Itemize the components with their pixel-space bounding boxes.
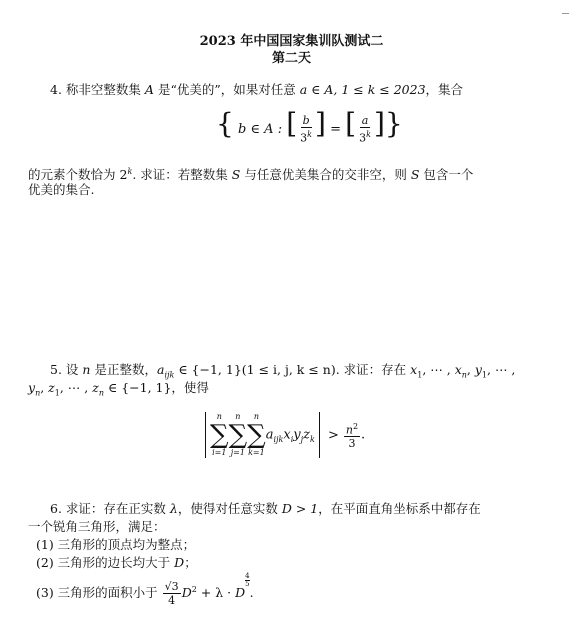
right-floor: ] bbox=[373, 107, 385, 140]
greater-than: > bbox=[327, 427, 339, 443]
problem-number: 5. bbox=[50, 362, 62, 377]
exam-title bbox=[0, 33, 583, 67]
math-sub: ijk bbox=[164, 370, 175, 380]
text: ，集合 bbox=[425, 82, 464, 97]
sum-k: n ∑ k=1 bbox=[247, 412, 266, 457]
text: (1) 三角形的顶点均为整点； bbox=[36, 537, 196, 552]
page-title: 2023 年中国国家集训队测试二 bbox=[199, 34, 384, 49]
num-exp: 2 bbox=[352, 421, 359, 431]
equals: = bbox=[330, 122, 342, 137]
sum-lower: j=1 bbox=[230, 448, 245, 457]
text: 与任意优美集合的交非空，则 bbox=[244, 167, 407, 183]
sum-lower: k=1 bbox=[248, 448, 265, 457]
denominator: 4 bbox=[168, 594, 176, 608]
text: ； bbox=[184, 555, 197, 570]
numerator: √3 bbox=[164, 580, 179, 594]
left-floor: [ bbox=[286, 107, 298, 140]
period: . bbox=[249, 585, 254, 601]
text: 的元素个数恰为 bbox=[28, 167, 116, 183]
math-var: D bbox=[235, 585, 246, 601]
left-brace: { bbox=[216, 107, 234, 140]
sum-upper: n bbox=[235, 412, 241, 421]
sum-lower: i=1 bbox=[212, 448, 227, 457]
text: 一个锐角三角形，满足： bbox=[28, 519, 166, 534]
fraction-a bbox=[357, 114, 373, 145]
exp-num: 4 bbox=[245, 572, 250, 580]
text: ，使得对任意实数 bbox=[177, 501, 278, 516]
problem-4-line-2 bbox=[28, 163, 473, 184]
problem-6-item-2 bbox=[36, 554, 197, 572]
math-var: D bbox=[181, 585, 192, 601]
problem-number: 4. bbox=[50, 82, 62, 97]
absolute-value: n ∑ i=1 n ∑ j=1 n ∑ k=1 $a_{ijk}x_iy_jz_k$ bbox=[205, 412, 320, 458]
math-var: a bbox=[156, 362, 165, 377]
text: . 求证：若整数集 bbox=[132, 167, 228, 183]
problem-4-line-3 bbox=[28, 181, 94, 199]
problem-6-item-1 bbox=[36, 536, 195, 554]
math-expr: a ∈ A, bbox=[299, 82, 338, 97]
problem-5-display bbox=[205, 412, 365, 458]
numerator bbox=[344, 420, 360, 438]
math-expr: ∈ {−1, 1}(1 ≤ i, j, k ≤ n) bbox=[178, 362, 336, 377]
numerator: b bbox=[302, 114, 310, 128]
denominator bbox=[357, 128, 373, 145]
problem-number: 6. bbox=[50, 501, 62, 516]
text: 是正整数， bbox=[94, 362, 157, 377]
den-base: 3 bbox=[359, 131, 367, 145]
sum-i: n ∑ i=1 bbox=[210, 412, 229, 457]
text: ∈ {−1, 1}，使得 bbox=[107, 380, 209, 395]
math-var: D bbox=[174, 555, 185, 570]
text: . 求证：存在 bbox=[335, 362, 407, 377]
math-var: n bbox=[82, 362, 91, 377]
problem-6-line-1 bbox=[50, 500, 481, 518]
math-expr: 1 ≤ k ≤ 2023 bbox=[341, 82, 426, 97]
problem-4-line-1 bbox=[50, 81, 463, 99]
math-var: x bbox=[410, 362, 418, 377]
numerator: a bbox=[361, 114, 369, 128]
rhs-fraction bbox=[344, 420, 360, 451]
text: 称非空整数集 bbox=[65, 82, 141, 97]
math-exp: 2 bbox=[191, 585, 197, 594]
problem-6-item-3 bbox=[36, 573, 254, 610]
den-exp: k bbox=[366, 130, 371, 140]
math-var: S bbox=[231, 167, 241, 183]
math-expr: D > 1 bbox=[281, 501, 319, 516]
page-subtitle: 第二天 bbox=[271, 51, 311, 66]
period: . bbox=[361, 427, 366, 443]
text: 包含一个 bbox=[423, 167, 474, 183]
den-exp: k bbox=[307, 130, 313, 140]
right-floor: ] bbox=[315, 107, 326, 140]
problem-6-line-2 bbox=[28, 518, 166, 536]
fraction-b bbox=[298, 114, 314, 145]
math-sub: ijk bbox=[273, 435, 284, 445]
text: 求证：存在正实数 bbox=[65, 501, 166, 516]
math-expr: b ∈ A : bbox=[237, 122, 283, 137]
right-brace: } bbox=[384, 107, 403, 140]
exp-den: 5 bbox=[245, 580, 250, 588]
sum-j: n ∑ j=1 bbox=[228, 412, 248, 457]
num-base: n bbox=[345, 423, 353, 437]
sqrt3-over-4 bbox=[163, 580, 181, 607]
text: 是“优美的”，如果对任意 bbox=[157, 82, 296, 97]
text: (2) 三角形的边长均大于 bbox=[36, 555, 171, 570]
math-var: S bbox=[410, 167, 420, 183]
text: ，在平面直角坐标系中都存在 bbox=[318, 501, 481, 516]
problem-5-line-1: 5. 设 n 是正整数，$a_{ijk}$ ∈ {−1, 1}(1 ≤ i, j, k ≤ n). 求证：存在 $x_1$, ⋯ , $x_n$, $y_1$, ⋯ , bbox=[50, 362, 516, 380]
denominator: 3 bbox=[348, 437, 356, 451]
text: + λ · bbox=[196, 585, 236, 601]
denominator bbox=[298, 128, 314, 145]
text: 设 bbox=[65, 362, 79, 377]
sum-upper: n bbox=[216, 412, 222, 421]
den-base: 3 bbox=[300, 131, 308, 145]
text: 优美的集合. bbox=[28, 182, 95, 197]
left-floor: [ bbox=[345, 107, 357, 140]
math-var: A bbox=[144, 82, 154, 97]
text: (3) 三角形的面积小于 bbox=[36, 585, 158, 601]
sum-upper: n bbox=[253, 412, 259, 421]
corner-mark bbox=[562, 13, 569, 14]
math-exp: k bbox=[127, 167, 133, 176]
problem-4-display bbox=[216, 107, 403, 145]
math-num: 2 bbox=[119, 167, 128, 183]
problem-5-line-2: $y_n$, $z_1$, ⋯ , $z_n$ ∈ {−1, 1}，使得 bbox=[28, 380, 209, 398]
math-var: λ bbox=[169, 501, 178, 516]
math-var: a bbox=[265, 427, 274, 443]
math-var: y bbox=[28, 380, 36, 395]
math-var: x bbox=[283, 427, 291, 443]
